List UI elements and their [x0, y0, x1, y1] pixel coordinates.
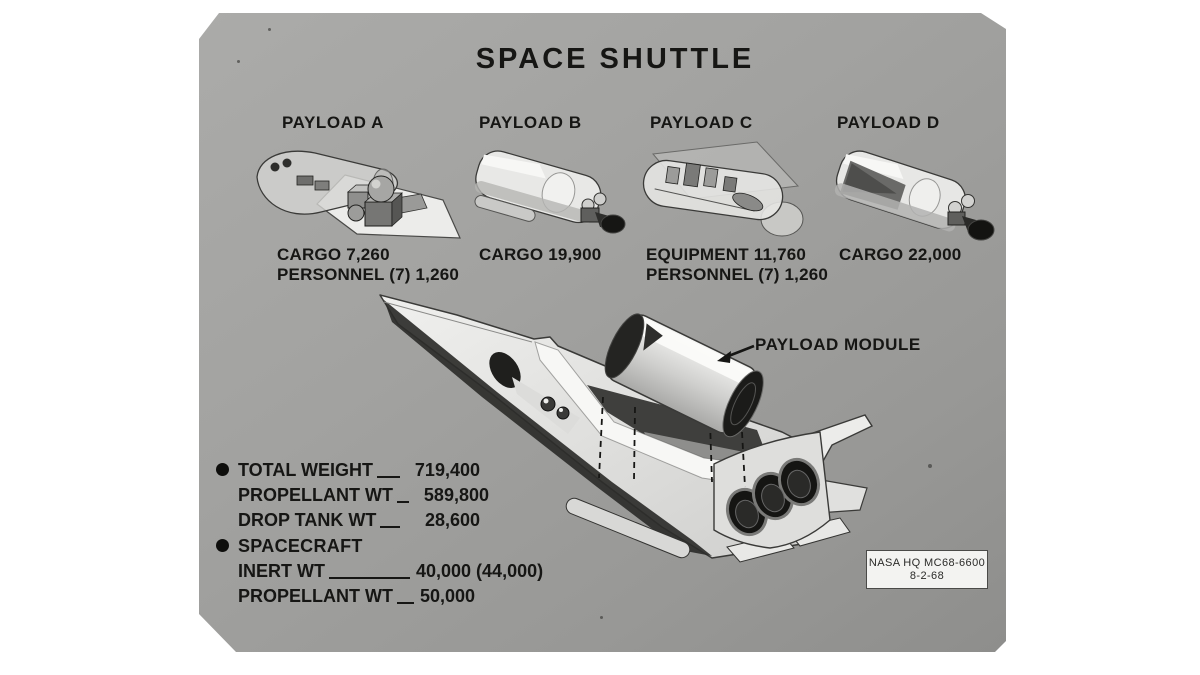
console-box [315, 181, 329, 190]
spacecraft-heading: SPACECRAFT [238, 536, 363, 556]
weight-row-drop-tank [238, 509, 480, 531]
weight-value: 40,000 (44,000) [416, 561, 544, 581]
payload-a-line1: CARGO 7,260 [277, 245, 390, 264]
weight-label: PROPELLANT WT [238, 586, 393, 606]
weight-label: PROPELLANT WT [238, 485, 393, 505]
engine-nozzle [968, 220, 994, 240]
payload-c-line1: EQUIPMENT 11,760 [646, 245, 807, 264]
equipment-rack [666, 167, 680, 185]
payload-d-caption [839, 245, 961, 265]
shuttle-illustration [362, 282, 882, 592]
equipment-rack [683, 163, 700, 187]
bullet-icon [216, 539, 229, 552]
photo-speck [268, 28, 271, 31]
weight-row-propellant [238, 484, 489, 506]
payload-a-illustration [245, 142, 460, 242]
crew-figure [557, 407, 569, 419]
payload-d-illustration [822, 142, 997, 250]
payload-d-line1: CARGO 22,000 [839, 245, 962, 264]
weight-row-inert [238, 560, 556, 582]
stamp-line2: 8-2-68 [909, 569, 945, 582]
payload-b-line1: CARGO 19,900 [479, 245, 602, 264]
weight-value: 50,000 [420, 586, 476, 606]
cargo-cube [365, 202, 392, 226]
cargo-sphere [368, 176, 394, 202]
payload-c-line2: PERSONNEL (7) 1,260 [646, 265, 829, 284]
payload-c-illustration [635, 136, 810, 238]
page-title: SPACE SHUTTLE [475, 43, 755, 75]
payload-d-label: PAYLOAD D [837, 113, 940, 132]
photo-speck [600, 616, 603, 619]
weight-label: DROP TANK WT [238, 510, 377, 530]
bullet-icon [216, 463, 229, 476]
payload-a-caption [277, 245, 459, 285]
equipment-rack [723, 177, 737, 193]
payload-module-callout: PAYLOAD MODULE [755, 335, 921, 354]
leader-line [397, 501, 409, 503]
weight-row-spacecraft-propellant [238, 585, 484, 607]
photo-speck [237, 60, 240, 63]
payload-a-line2: PERSONNEL (7) 1,260 [277, 265, 460, 284]
weight-value: 719,400 [414, 460, 480, 480]
crew-figure [271, 163, 280, 172]
crew-figure [541, 397, 555, 411]
nasa-photo-stamp [866, 550, 988, 589]
engine-nozzle [601, 215, 625, 233]
console-box [297, 176, 313, 185]
stamp-line1: NASA HQ MC68-6600 [868, 556, 986, 569]
payload-c-caption [646, 245, 828, 285]
leader-line [397, 602, 414, 604]
engine-mount [948, 212, 965, 225]
helmet-highlight [559, 408, 563, 412]
equipment-rack [704, 168, 718, 187]
payload-c-label: PAYLOAD C [650, 113, 753, 132]
weight-value: 589,800 [423, 485, 489, 505]
photo-speck [928, 464, 932, 468]
payload-b-illustration [462, 142, 622, 242]
engine-sphere [594, 193, 606, 205]
leader-line [380, 526, 400, 528]
sphere-highlight [372, 180, 381, 189]
payload-a-label: PAYLOAD A [282, 113, 385, 132]
payload-b-label: PAYLOAD B [479, 113, 582, 132]
weight-row-total [238, 459, 480, 481]
weight-label: INERT WT [238, 561, 325, 581]
helmet-highlight [544, 399, 549, 404]
cargo-sphere [348, 205, 364, 221]
crew-figure [283, 159, 292, 168]
cargo-cylinder [468, 146, 606, 238]
leader-line [377, 476, 400, 478]
engine-sphere [962, 195, 975, 208]
leader-line [329, 577, 410, 579]
weight-value: 28,600 [424, 510, 480, 530]
weight-label: TOTAL WEIGHT [238, 460, 373, 480]
payload-b-caption [479, 245, 601, 265]
